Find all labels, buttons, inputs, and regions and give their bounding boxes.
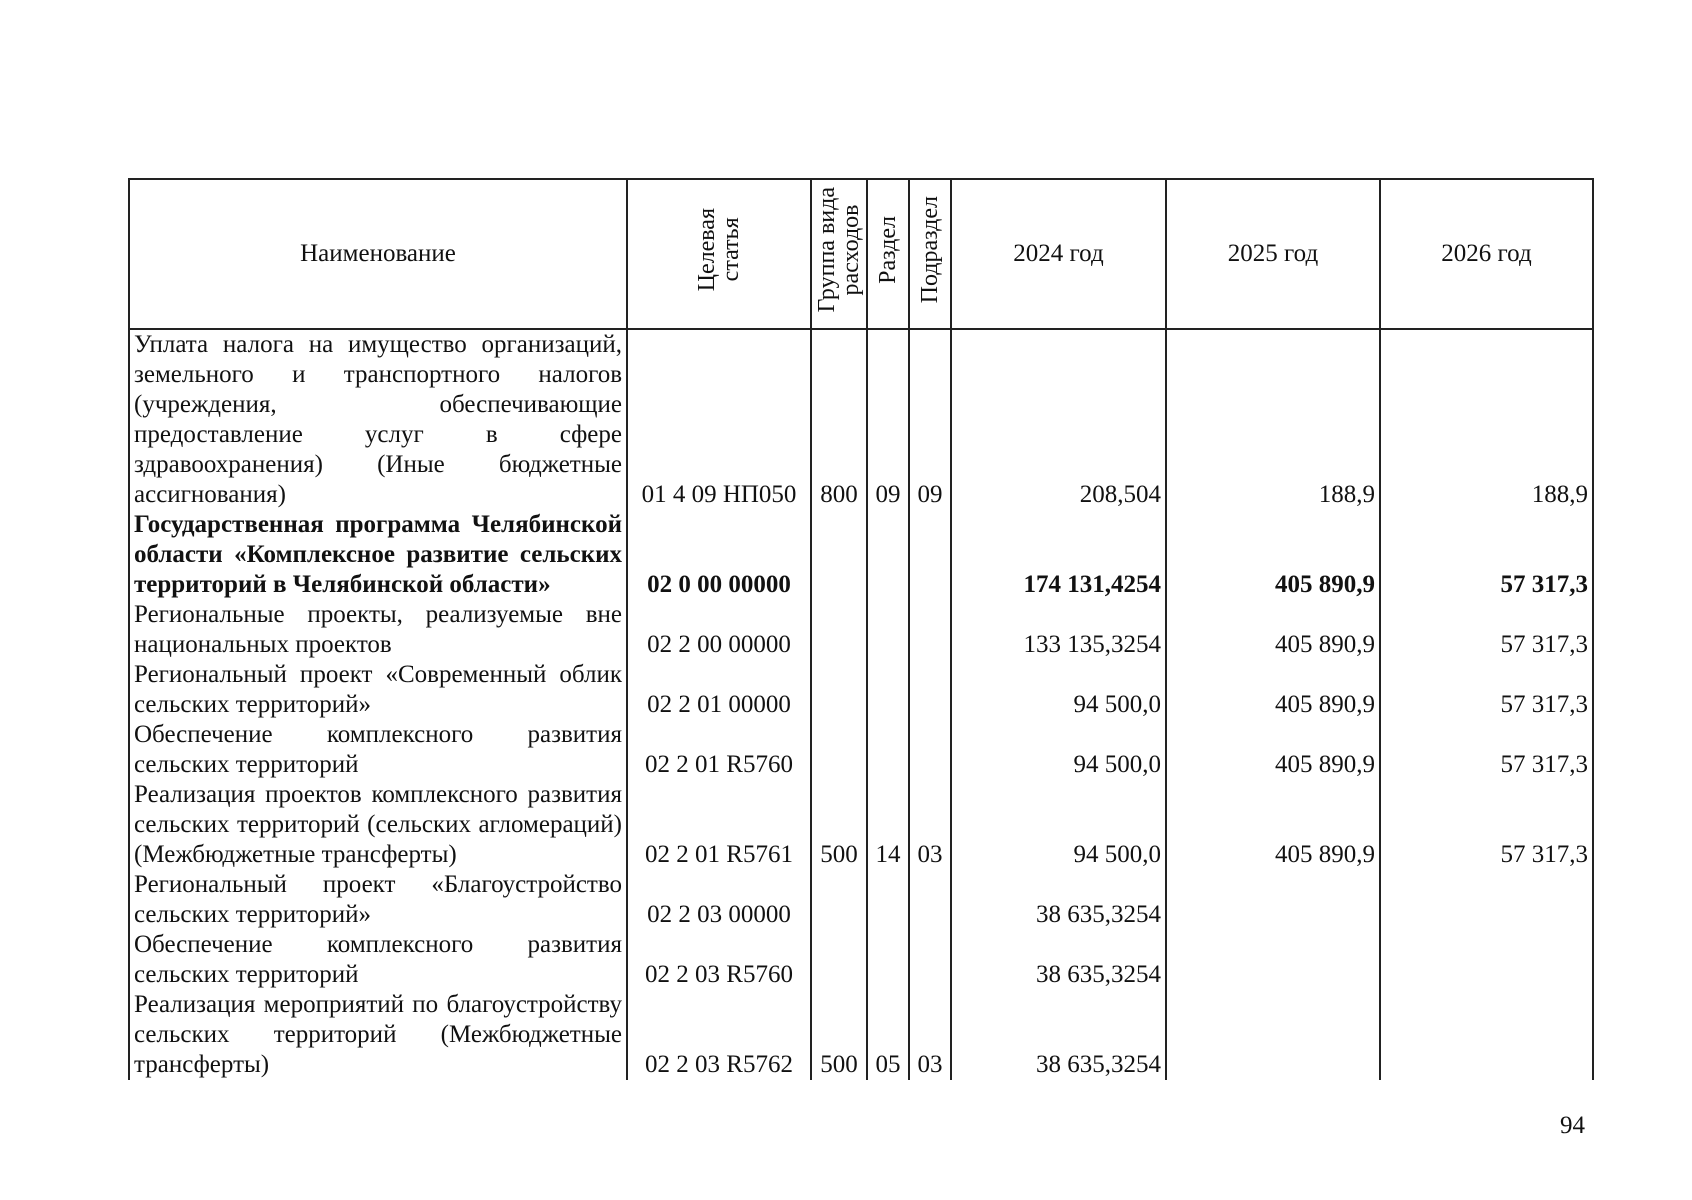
row-expense-group: [811, 870, 867, 930]
budget-table: [128, 178, 1594, 1080]
row-section: [867, 930, 909, 990]
row-2026-value: 57 317,3: [1380, 660, 1593, 720]
row-name: Реализация проектов комплексного развития сельских территорий (сельских агломераций) (Межбюджетные трансферты): [129, 780, 627, 870]
row-2024-value: 94 500,0: [951, 660, 1166, 720]
row-2026-value: 57 317,3: [1380, 510, 1593, 600]
row-2026-value: [1380, 870, 1593, 930]
row-section: [867, 510, 909, 600]
row-2024-value: 133 135,3254: [951, 600, 1166, 660]
table-row: [129, 990, 1593, 1080]
row-name: Региональный проект «Современный облик сельских территорий»: [129, 660, 627, 720]
row-expense-group: [811, 720, 867, 780]
row-name: Региональные проекты, реализуемые вне национальных проектов: [129, 600, 627, 660]
header-expense-group-label: Группа вида расходов: [814, 187, 864, 313]
header-2026: 2026 год: [1380, 179, 1593, 329]
table-row: [129, 329, 1593, 510]
row-2024-value: 208,504: [951, 329, 1166, 510]
row-subsection: [909, 720, 951, 780]
row-name: Обеспечение комплексного развития сельских территорий: [129, 930, 627, 990]
row-section: 09: [867, 329, 909, 510]
row-section: [867, 870, 909, 930]
table-header-row: [129, 179, 1593, 329]
row-expense-group: [811, 600, 867, 660]
row-section: [867, 660, 909, 720]
header-2024: 2024 год: [951, 179, 1166, 329]
row-subsection: [909, 510, 951, 600]
header-target-article: [627, 179, 811, 329]
row-target-article: 02 2 00 00000: [627, 600, 811, 660]
row-2025-value: 405 890,9: [1166, 600, 1380, 660]
table-row: [129, 780, 1593, 870]
row-target-article: 02 2 03 R5762: [627, 990, 811, 1080]
header-2025: 2025 год: [1166, 179, 1380, 329]
row-section: [867, 600, 909, 660]
row-subsection: [909, 660, 951, 720]
row-2024-value: 38 635,3254: [951, 930, 1166, 990]
row-expense-group: [811, 930, 867, 990]
table-row: [129, 600, 1593, 660]
row-2024-value: 38 635,3254: [951, 990, 1166, 1080]
table-row: [129, 870, 1593, 930]
row-2025-value: [1166, 870, 1380, 930]
row-target-article: 02 2 01 00000: [627, 660, 811, 720]
header-subsection: [909, 179, 951, 329]
row-target-article: 02 2 01 R5760: [627, 720, 811, 780]
row-name: Региональный проект «Благоустройство сельских территорий»: [129, 870, 627, 930]
row-name: Уплата налога на имущество организаций, земельного и транспортного налогов (учреждения, обеспечивающие предоставление услуг в сфере здравоохранения) (Иные бюджетные ассигнования): [129, 329, 627, 510]
row-2026-value: [1380, 990, 1593, 1080]
row-expense-group: [811, 660, 867, 720]
row-2024-value: 174 131,4254: [951, 510, 1166, 600]
row-expense-group: [811, 510, 867, 600]
row-subsection: 03: [909, 990, 951, 1080]
row-2026-value: 57 317,3: [1380, 780, 1593, 870]
table-row: [129, 660, 1593, 720]
row-expense-group: 500: [811, 780, 867, 870]
row-2025-value: 405 890,9: [1166, 780, 1380, 870]
row-2024-value: 94 500,0: [951, 780, 1166, 870]
header-name: Наименование: [129, 179, 627, 329]
row-target-article: 02 2 03 R5760: [627, 930, 811, 990]
row-subsection: 03: [909, 780, 951, 870]
table-row: [129, 510, 1593, 600]
row-2026-value: [1380, 930, 1593, 990]
row-name: Обеспечение комплексного развития сельских территорий: [129, 720, 627, 780]
row-section: [867, 720, 909, 780]
table-row: [129, 930, 1593, 990]
row-2025-value: 405 890,9: [1166, 510, 1380, 600]
row-section: 14: [867, 780, 909, 870]
row-name: Реализация мероприятий по благоустройству сельских территорий (Межбюджетные трансферты): [129, 990, 627, 1080]
row-2026-value: 188,9: [1380, 329, 1593, 510]
row-2024-value: 38 635,3254: [951, 870, 1166, 930]
row-target-article: 01 4 09 НП050: [627, 329, 811, 510]
row-target-article: 02 2 03 00000: [627, 870, 811, 930]
header-expense-group: [811, 179, 867, 329]
row-2025-value: 405 890,9: [1166, 720, 1380, 780]
row-2025-value: [1166, 930, 1380, 990]
row-2026-value: 57 317,3: [1380, 600, 1593, 660]
row-subsection: [909, 870, 951, 930]
page-number: 94: [1560, 1112, 1585, 1139]
row-target-article: 02 2 01 R5761: [627, 780, 811, 870]
row-subsection: 09: [909, 329, 951, 510]
row-section: 05: [867, 990, 909, 1080]
table-row: [129, 720, 1593, 780]
row-2025-value: 405 890,9: [1166, 660, 1380, 720]
row-2024-value: 94 500,0: [951, 720, 1166, 780]
row-subsection: [909, 930, 951, 990]
row-target-article: 02 0 00 00000: [627, 510, 811, 600]
header-section-label: Раздел: [875, 216, 901, 284]
row-subsection: [909, 600, 951, 660]
row-expense-group: 800: [811, 329, 867, 510]
table-body: [129, 329, 1593, 1080]
row-expense-group: 500: [811, 990, 867, 1080]
header-target-article-label: Целевая статья: [694, 208, 744, 292]
row-2025-value: 188,9: [1166, 329, 1380, 510]
header-section: [867, 179, 909, 329]
row-2025-value: [1166, 990, 1380, 1080]
row-2026-value: 57 317,3: [1380, 720, 1593, 780]
header-subsection-label: Подраздел: [917, 196, 943, 304]
row-name: Государственная программа Челябинской области «Комплексное развитие сельских территорий в Челябинской области»: [129, 510, 627, 600]
